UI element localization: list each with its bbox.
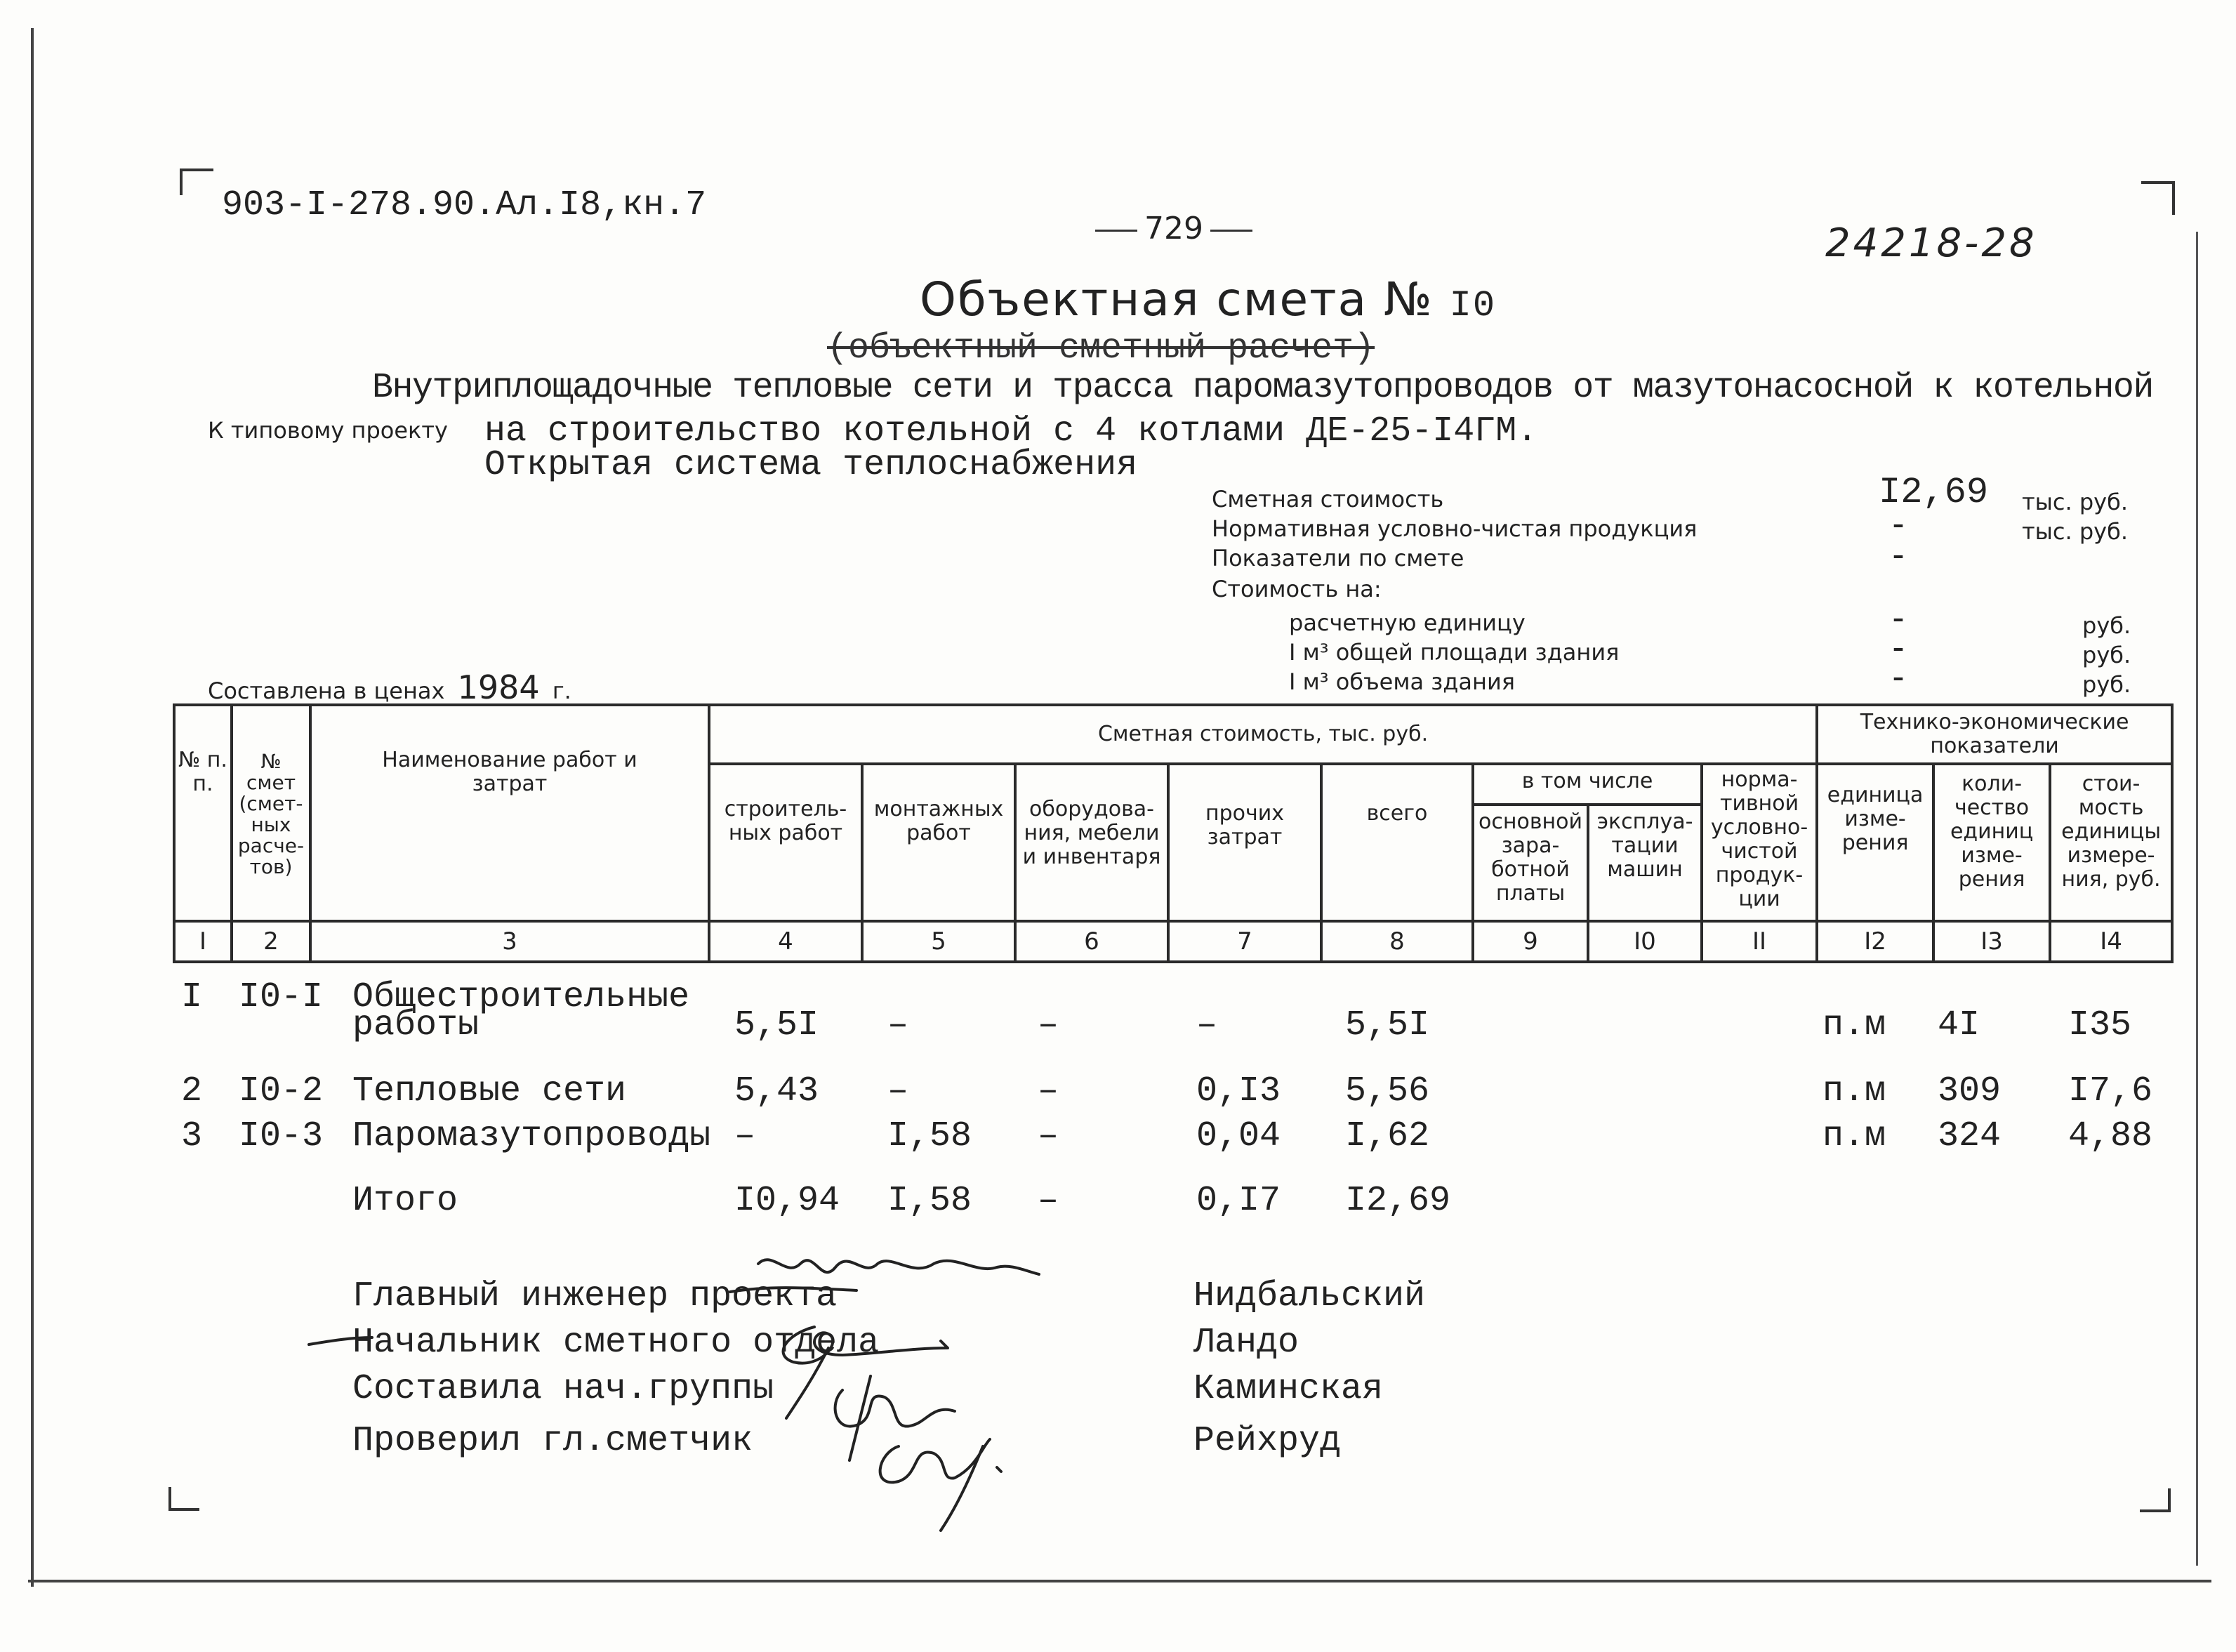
signature-role-group-head: Составила нач.группы [352,1369,774,1409]
prices-suffix: г. [552,678,571,704]
prices-year: 1984 [457,668,540,706]
row-name-cont: работы [352,1005,479,1045]
summary-value-area: – [1893,635,1904,661]
row-code: I0-3 [239,1116,324,1156]
corner-mark-top-left [180,168,213,195]
estimate-table-header [173,703,2174,963]
row-total-cost: 5,56 [1345,1071,1430,1111]
signature-2-stroke [783,1327,948,1363]
row-unit-cost: I35 [2068,1005,2132,1045]
signature-3-stroke [835,1390,955,1427]
row-unit-cost: 4,88 [2068,1116,2153,1156]
signature-1-stroke [758,1260,1039,1274]
header-col-14: стои-мость единицы измере-ния, руб. [2050,764,2172,921]
total-mount-cost: I,58 [887,1181,972,1221]
row-unit: п.м [1822,1116,1886,1156]
signature-role-checker: Проверил гл.сметчик [352,1421,753,1461]
prices-label: Составлена в ценах [208,678,445,704]
project-line-3: Открытая система теплоснабжения [484,445,1138,485]
header-col-13: коли-чество единиц изме-рения [1933,764,2050,921]
signature-name-checker: Рейхруд [1193,1421,1342,1461]
signature-name-group-head: Каминская [1193,1369,1384,1409]
row-name: Паромазутопроводы [352,1116,711,1156]
header-col-11: норма-тивной условно-чистой продук-ции [1702,764,1817,921]
colnum-11: II [1702,921,1817,962]
summary-unit-volume: руб. [2082,671,2131,698]
row-unit: п.м [1822,1071,1886,1111]
corner-mark-top-right [2141,181,2175,215]
summary-label-unit: расчетную единицу [1289,609,1526,636]
summary-value-indicators: – [1893,542,1904,569]
summary-label-area: I м³ общей площади здания [1289,639,1620,666]
row-unit-cost: I7,6 [2068,1071,2153,1111]
column-numbers-row [174,921,2172,962]
project-line-2: на строительство котельной с 4 котлами ДЕ-25-I4ГМ. [484,411,1538,451]
signature-4-stroke [880,1439,990,1482]
summary-unit-unit: руб. [2082,612,2131,639]
row-equip-cost: – [1038,1116,1059,1156]
row-mount-cost: – [887,1005,909,1045]
summary-unit-cost: тыс. руб. [2022,489,2128,515]
header-group-incl: в том числе [1473,764,1702,805]
header-col-3: Наименование работ и затрат [310,705,709,921]
header-col-1: № п. п. [174,705,232,921]
summary-label-cost-per: Стоимость на: [1212,576,1382,602]
row-name: Общестроительные [352,977,690,1017]
row-number: 3 [181,1116,203,1156]
colnum-7: 7 [1168,921,1321,962]
summary-label-volume: I м³ объема здания [1289,668,1515,695]
header-col-9: основной зара-ботной платы [1473,805,1588,921]
header-col-4: строитель-ных работ [709,764,862,921]
left-border-line [31,28,34,1587]
page-title [920,272,1496,326]
colnum-5: 5 [862,921,1015,962]
header-group-tech: Технико-экономические показатели [1817,705,2172,764]
row-number: I [181,977,203,1017]
row-build-cost: 5,5I [734,1005,819,1045]
right-border-line [2196,232,2198,1566]
colnum-1: I [174,921,232,962]
header-col-10: эксплуа-тации машин [1588,805,1702,921]
row-code: I0-I [239,977,324,1017]
row-build-cost: – [734,1116,756,1156]
row-mount-cost: – [887,1071,909,1111]
colnum-6: 6 [1015,921,1168,962]
header-col-5: монтажных работ [862,764,1015,921]
colnum-3: 3 [310,921,709,962]
row-equip-cost: – [1038,1071,1059,1111]
summary-label-ncp: Нормативная условно-чистая продукция [1212,515,1698,542]
row-qty: 309 [1938,1071,2002,1111]
summary-unit-ncp: тыс. руб. [2022,518,2128,545]
prices-line [208,668,571,706]
row-other-cost: 0,I3 [1196,1071,1281,1111]
summary-value-cost: I2,69 [1879,472,1989,513]
summary-value-volume: – [1893,664,1904,691]
row-qty: 4I [1938,1005,1980,1045]
row-other-cost: 0,04 [1196,1116,1281,1156]
project-line-1: Внутриплощадочные тепловые сети и трасса паромазутопроводов от мазутонасосной к котельной [372,368,2153,408]
colnum-12: I2 [1817,921,1933,962]
row-mount-cost: I,58 [887,1116,972,1156]
row-unit: п.м [1822,1005,1886,1045]
handwritten-signatures [281,1236,1193,1545]
colnum-4: 4 [709,921,862,962]
row-number: 2 [181,1071,203,1111]
colnum-14: I4 [2050,921,2172,962]
header-col-2: № смет (смет-ных расче-тов) [232,705,310,921]
colnum-10: I0 [1588,921,1702,962]
header-col-12: единица изме-рения [1817,764,1933,921]
total-label: Итого [352,1181,458,1221]
summary-label-cost: Сметная стоимость [1212,486,1444,513]
total-equip-cost: – [1038,1181,1059,1221]
page-number [1095,211,1252,246]
summary-value-unit: – [1893,605,1904,632]
row-equip-cost: – [1038,1005,1059,1045]
signature-role-estimate-head: Начальник сметного отдела [352,1323,880,1363]
row-name: Тепловые сети [352,1071,627,1111]
signature-name-estimate-head: Ландо [1193,1323,1299,1363]
total-sum-cost: I2,69 [1345,1181,1451,1221]
total-build-cost: I0,94 [734,1181,840,1221]
project-label: К типовому проекту [208,417,448,444]
corner-mark-bottom-right [2140,1488,2171,1512]
page-number-text: 729 [1144,211,1203,246]
row-total-cost: 5,5I [1345,1005,1430,1045]
struck-subtitle: (объектный сметный расчет) [827,329,1375,369]
title-main: Объектная смета № [920,272,1434,326]
row-code: I0-2 [239,1071,324,1111]
row-total-cost: I,62 [1345,1116,1430,1156]
handwritten-code: 24218-28 [1825,220,2037,266]
header-col-7: прочих затрат [1168,764,1321,921]
title-number: I0 [1449,285,1497,326]
summary-value-ncp: – [1893,511,1904,538]
header-col-6: оборудова-ния, мебели и инвентаря [1015,764,1168,921]
signature-name-chief-engineer: Нидбальский [1193,1276,1426,1316]
colnum-8: 8 [1321,921,1473,962]
row-qty: 324 [1938,1116,2002,1156]
summary-label-indicators: Показатели по смете [1212,545,1464,571]
bottom-border-line [28,1580,2211,1582]
colnum-9: 9 [1473,921,1588,962]
corner-mark-bottom-left [168,1487,199,1511]
colnum-13: I3 [1933,921,2050,962]
row-build-cost: 5,43 [734,1071,819,1111]
summary-unit-area: руб. [2082,642,2131,668]
total-other-cost: 0,I7 [1196,1181,1281,1221]
colnum-2: 2 [232,921,310,962]
header-group-cost: Сметная стоимость, тыс. руб. [709,705,1817,764]
header-col-8: всего [1321,764,1473,921]
document-code: 903-I-278.90.Ал.I8,кн.7 [222,185,707,225]
signature-role-chief-engineer: Главный инженер проекта [352,1276,838,1316]
row-other-cost: – [1196,1005,1218,1045]
